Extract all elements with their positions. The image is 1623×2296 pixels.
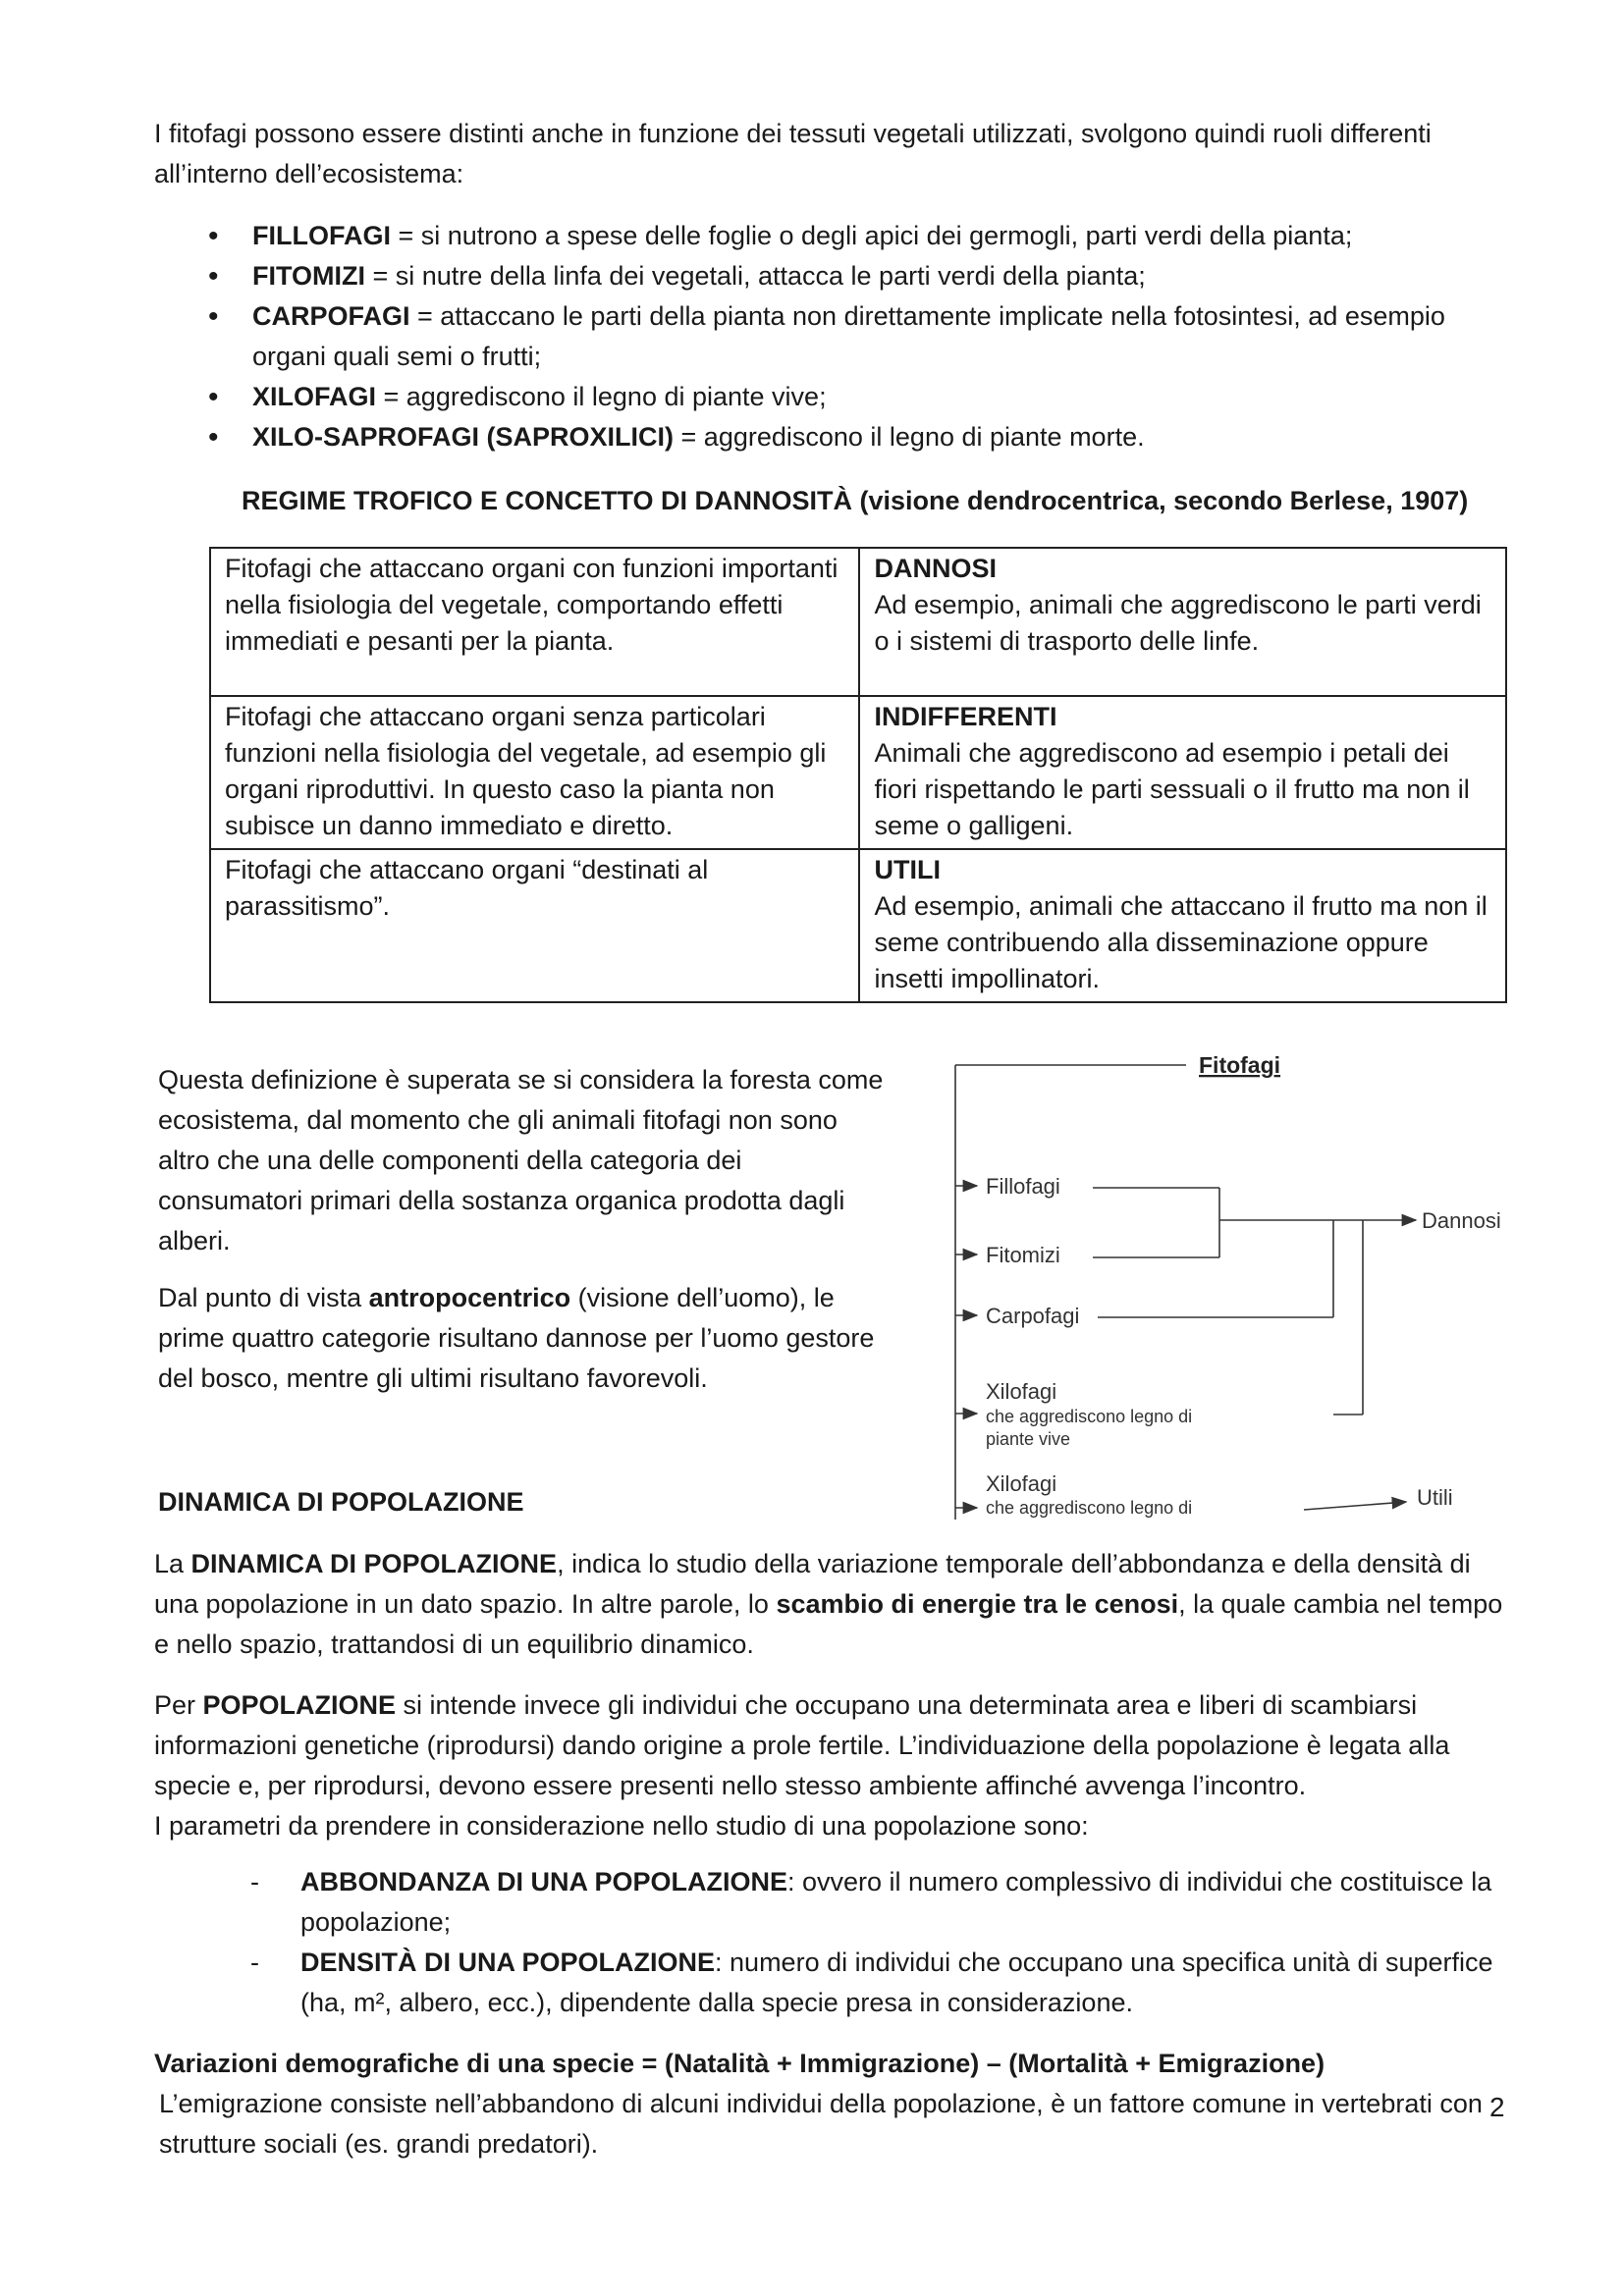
table-row xyxy=(210,849,1506,1002)
table-cell-category xyxy=(859,696,1506,849)
diagram-label-utili: Utili xyxy=(1417,1485,1453,1510)
table-row xyxy=(210,548,1506,696)
phytophagous-list xyxy=(208,216,1524,457)
diagram-sublabel: che aggrediscono legno di xyxy=(986,1407,1193,1426)
parameters-list xyxy=(245,1862,1522,2023)
page-number: 2 xyxy=(1489,2092,1505,2122)
list-item: • FITOMIZI = si nutre della linfa dei vegetali, attacca le parti verdi della pianta; xyxy=(208,260,1146,293)
table-cell-description: Fitofagi che attaccano organi “destinati al parassitismo”. xyxy=(210,849,859,1002)
category-text: Ad esempio, animali che aggrediscono le parti verdi o i sistemi di trasporto delle linfe. xyxy=(874,590,1482,656)
table-cell-description: Fitofagi che attaccano organi senza particolari funzioni nella fisiologia del vegetale, ad esempio gli organi riproduttivi. In questo caso la pianta non subisce un danno immediato e diretto. xyxy=(210,696,859,849)
category-heading: INDIFFERENTI xyxy=(874,702,1057,731)
list-item: • XILOFAGI = aggrediscono il legno di piante vive; xyxy=(208,381,827,413)
list-item: - DENSITÀ DI UNA POPOLAZIONE: numero di individui che occupano una specifica unità di superfice (ha, m², albero, ecc.), dipendente dalla specie presa in considerazione. xyxy=(250,1948,1493,2017)
diagram-label-xilofagi-morte: Xilofagi xyxy=(986,1471,1057,1496)
diagram-title: Fitofagi xyxy=(1199,1052,1281,1078)
table-title: REGIME TROFICO E CONCETTO DI DANNOSITÀ (visione dendrocentrica, secondo Berlese, 1907) xyxy=(242,486,1469,515)
phytophagous-diagram xyxy=(941,1041,1530,1531)
paragraph-emigrazione: L’emigrazione consiste nell’abbandono di alcuni individui della popolazione, è un fattore comune in vertebrati con strutture sociali (es. grandi predatori). xyxy=(159,2089,1483,2159)
diagram-sublabel: che aggrediscono legno di xyxy=(986,1498,1193,1518)
list-item: • XILO-SAPROFAGI (SAPROXILICI) = aggrediscono il legno di piante morte. xyxy=(208,421,1145,454)
paragraph-parametri: I parametri da prendere in considerazione nello studio di una popolazione sono: xyxy=(154,1811,1089,1841)
list-item: • FILLOFAGI = si nutrono a spese delle foglie o degli apici dei germogli, parti verdi della pianta; xyxy=(208,220,1353,252)
paragraph-antropocentric: Dal punto di vista antropocentrico (visione dell’uomo), le prime quattro categorie risultano dannose per l’uomo gestore del bosco, mentre gli ultimi risultano favorevoli. xyxy=(158,1283,875,1393)
diagram-label-xilofagi-vive: Xilofagi xyxy=(986,1379,1057,1404)
diagram-label-fillofagi: Fillofagi xyxy=(986,1174,1060,1199)
list-item: - ABBONDANZA DI UNA POPOLAZIONE: ovvero il numero complessivo di individui che costituisce la popolazione; xyxy=(250,1867,1492,1937)
diagram-label-dannosi: Dannosi xyxy=(1422,1208,1501,1233)
paragraph-popolazione: Per POPOLAZIONE si intende invece gli individui che occupano una determinata area e liberi di scambiarsi informazioni genetiche (riprodursi) dando origine a prole fertile. L’individuazione della popolazione è legata alla specie e, per riprodursi, devono essere presenti nello stesso ambiente affinché avvenga l’incontro. xyxy=(154,1690,1450,1800)
diagram-label-carpofagi: Carpofagi xyxy=(986,1304,1080,1328)
intro-line-1: I fitofagi possono essere distinti anche in funzione dei tessuti vegetali utilizzati, svolgono quindi ruoli differenti xyxy=(154,119,1432,148)
intro-line-2: all’interno dell’ecosistema: xyxy=(154,159,464,188)
table-cell-category xyxy=(859,548,1506,696)
category-text: Animali che aggrediscono ad esempio i petali dei fiori rispettando le parti sessuali o il frutto ma non il seme o galligeni. xyxy=(874,738,1470,840)
paragraph-forest: Questa definizione è superata se si considera la foresta come ecosistema, dal momento che gli animali fitofagi non sono altro che una delle componenti della categoria dei consumatori primari della sostanza organica prodotta dagli alberi. xyxy=(158,1065,884,1255)
table-cell-category xyxy=(859,849,1506,1002)
arrow-icon xyxy=(1304,1502,1406,1510)
section-heading: DINAMICA DI POPOLAZIONE xyxy=(158,1487,524,1517)
category-text: Ad esempio, animali che attaccano il frutto ma non il seme contribuendo alla disseminazione oppure insetti impollinatori. xyxy=(874,891,1488,993)
table-cell-description: Fitofagi che attaccano organi con funzioni importanti nella fisiologia del vegetale, comportando effetti immediati e pesanti per la pianta. xyxy=(210,548,859,696)
list-item: • CARPOFAGI = attaccano le parti della pianta non direttamente implicate nella fotosintesi, ad esempio organi quali semi o frutti; xyxy=(208,300,1445,371)
category-heading: UTILI xyxy=(874,855,941,884)
damage-table xyxy=(209,547,1507,1003)
formula: Variazioni demografiche di una specie = (Natalità + Immigrazione) – (Mortalità + Emigrazione) xyxy=(154,2049,1325,2078)
diagram-sublabel: piante vive xyxy=(986,1429,1071,1449)
paragraph-dinamica: La DINAMICA DI POPOLAZIONE, indica lo studio della variazione temporale dell’abbondanza e della densità di una popolazione in un dato spazio. In altre parole, lo scambio di energie tra le cenosi, la quale cambia nel tempo e nello spazio, trattandosi di un equilibrio dinamico. xyxy=(154,1549,1503,1659)
diagram-label-fitomizi: Fitomizi xyxy=(986,1243,1060,1267)
category-heading: DANNOSI xyxy=(874,554,997,583)
table-row xyxy=(210,696,1506,849)
